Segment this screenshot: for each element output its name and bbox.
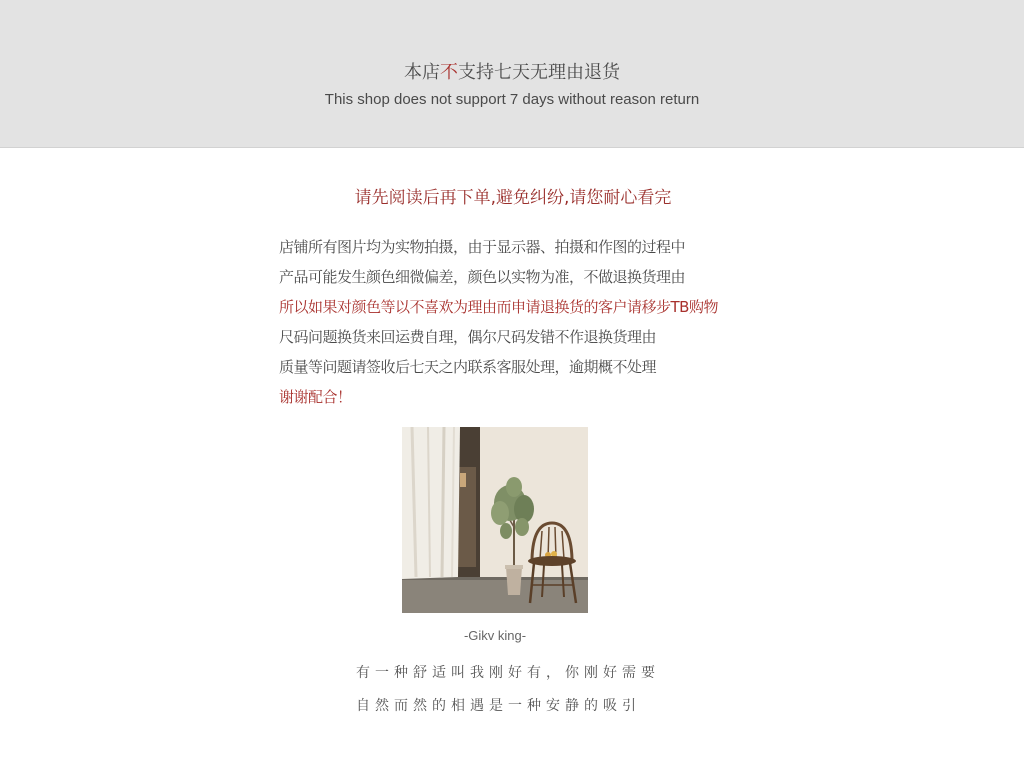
policy-line: 尺码问题换货来回运费自理，偶尔尺码发错不作退换货理由 <box>279 328 657 346</box>
product-photo <box>402 427 588 613</box>
policy-line: 产品可能发生颜色细微偏差，颜色以实物为准，不做退换货理由 <box>279 268 686 286</box>
banner-title-cn <box>0 58 1024 84</box>
policy-text-block <box>279 236 799 416</box>
banner-title-en: This shop does not support 7 days without reason return <box>324 91 700 108</box>
poem-line-1: 有一种舒适叫我刚好有，你刚好需要 <box>356 665 660 681</box>
curtain-plant-chair-photo-icon <box>402 427 588 613</box>
policy-line: 质量等问题请签收后七天之内联系客服处理，逾期概不处理 <box>279 358 657 376</box>
banner-title-prefix: 本店 <box>404 62 440 83</box>
photo-caption: -Gikv king- <box>463 628 527 643</box>
banner-title-suffix: 支持七天无理由退货 <box>458 62 620 83</box>
return-policy-banner <box>0 0 1024 148</box>
policy-line: 店铺所有图片均为实物拍摄，由于显示器、拍摄和作图的过程中 <box>279 238 686 256</box>
notice-title: 请先阅读后再下单,避免纠纷,请您耐心看完 <box>354 188 672 208</box>
policy-line-thanks: 谢谢配合！ <box>279 388 352 406</box>
poem-line-2: 自然而然的相遇是一种安静的吸引 <box>356 698 641 714</box>
policy-line-highlight: 所以如果对颜色等以不喜欢为理由而申请退换货的客户请移步TB购物 <box>279 298 718 316</box>
banner-title-emphasis: 不 <box>440 62 458 83</box>
